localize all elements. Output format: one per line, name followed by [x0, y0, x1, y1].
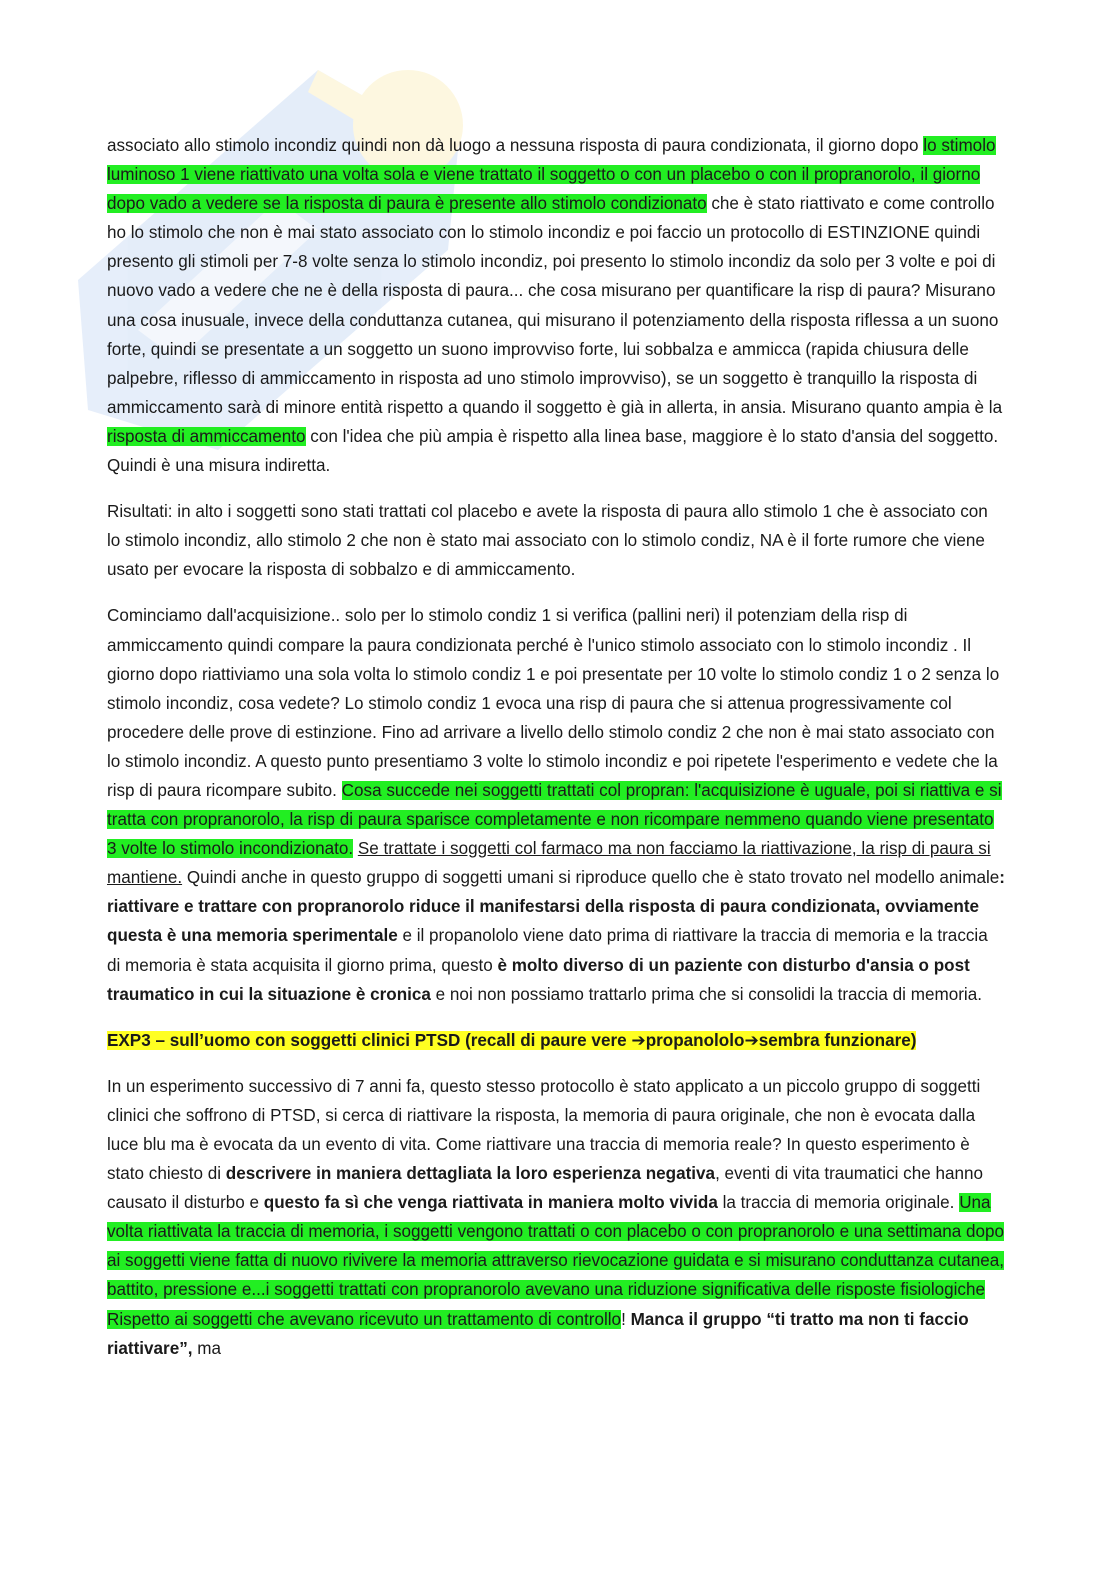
text-run: e il propanololo viene dato prima di riattivare la traccia di memoria e la traccia di memoria è stata acquisita il giorno prima, questo [107, 926, 988, 975]
arrow-icon: ➔ [744, 1030, 759, 1050]
heading-text-3: sembra funzionare) [758, 1030, 917, 1050]
text-run: che è stato riattivato e come controllo ho lo stimolo che non è mai stato associato con lo stimolo incondiz e poi faccio un protocollo di ESTINZIONE quindi presento gli stimoli per 7-8 volte senza lo stimolo incondiz, poi presento lo stimolo incondiz da solo per 3 volte e poi di nuovo vado a vedere che ne è della risposta di paura... che cosa misurano per quantificare la risp di paura? Misurano una cosa inusuale, invece della conduttanza cutanea, qui misurano il potenziamento della risposta riflessa a un suono forte, quindi se presentate a un soggetto un suono improvviso forte, lui sobbalza e ammicca (rapida chiusura delle palpebre, riflesso di ammiccamento in risposta ad uno stimolo improvviso), se un soggetto è tranquillo la risposta di ammiccamento sarà di minore entità rispetto a quando il soggetto è già in allerta, in ansia. Misurano quanto ampia è la [107, 194, 1003, 417]
text-run: Cominciamo dall'acquisizione.. solo per lo stimolo condiz 1 si verifica (pallini neri) il potenziam della risp di ammiccamento quindi compare la paura condizionata perché è l'unico stimolo associato con lo stimolo incondiz . Il giorno dopo riattiviamo una sola volta lo stimolo condiz 1 e poi presentate per 10 volte lo stimolo condiz 1 o 2 senza lo stimolo incondiz, cosa vedete? Lo stimolo condiz 1 evoca una risp di paura che si attenua progressivamente col procedere delle prove di estinzione. Fino ad arrivare a livello dello stimolo condiz 2 che non è mai stato associato con lo stimolo incondiz. A questo punto presentiamo 3 volte lo stimolo incondiz e poi ripetete l'esperimento e vedete che la risp di paura ricompare subito. [107, 606, 1000, 800]
text-run: ! [621, 1309, 631, 1329]
bold-text: questo fa sì che venga riattivata in maniera molto vivida [263, 1193, 718, 1213]
bold-text: è molto diverso di un paziente con disturbo d'ansia o post traumatico in cui la situazione è cronica [107, 955, 970, 1004]
highlighted-text: lo stimolo luminoso 1 viene riattivato una volta sola e viene trattato il soggetto o con un placebo o con il propranorolo, il giorno dopo vado a vedere se la risposta di paura è presente allo stimolo condizionato [107, 136, 996, 214]
text-run: Risultati: in alto i soggetti sono stati trattati col placebo e avete la risposta di paura allo stimolo 1 che è associato con lo stimolo incondiz, allo stimolo 2 che non è stato mai associato con lo stimolo condiz, NA è il forte rumore che viene usato per evocare la risposta di sobbalzo e di ammiccamento. [107, 502, 988, 580]
bold-text: Manca il gruppo “ti tratto ma non ti faccio riattivare”, [107, 1309, 969, 1358]
text-run: In un esperimento successivo di 7 anni fa, questo stesso protocollo è stato applicato a un piccolo gruppo di soggetti clinici che soffrono di PTSD, si cerca di riattivare la risposta, la memoria di paura originale, che non è evocata dalla luce blu ma è evocata da un evento di vita. Come riattivare una traccia di memoria reale? In questo esperimento è stato chiesto di [107, 1076, 981, 1184]
bold-text: descrivere in maniera dettagliata la loro esperienza negativa [225, 1164, 716, 1184]
bold-text: : riattivare e trattare con propranorolo riduce il manifestarsi della risposta di paura condizionata, ovviamente questa è una memoria sperimentale [107, 868, 1005, 946]
text-run: la traccia di memoria originale. [717, 1193, 960, 1213]
text-run: associato allo stimolo incondiz quindi non dà luogo a nessuna risposta di paura condizionata, il giorno dopo [107, 136, 924, 155]
text-run: con l'idea che più ampia è rispetto alla linea base, maggiore è lo stato d'ansia del soggetto. Quindi è una misura indiretta. [107, 426, 999, 476]
paragraph-2 [107, 497, 1005, 584]
text-run: ma [192, 1338, 222, 1358]
paragraph-1 [107, 131, 1005, 480]
highlighted-text: risposta di ammiccamento [107, 426, 306, 446]
paragraph-4 [107, 1072, 1005, 1363]
underlined-text: Se trattate i soggetti col farmaco ma non facciamo la riattivazione, la risp di paura si mantiene. [107, 839, 991, 888]
highlighted-text: Una volta riattivata la traccia di memoria, i soggetti vengono trattati o con placebo o con propranorolo e una settimana dopo ai soggetti viene fatta di nuovo rivivere la memoria attraverso rievocazione guidata e si misurano conduttanza cutanea, battito, pressione e...i soggetti trattati con propranorolo avevano una riduzione significativa delle risposte fisiologiche Rispetto ai soggetti che avevano ricevuto un trattamento di controllo [107, 1193, 1004, 1329]
section-heading [107, 1026, 1005, 1055]
heading-text-1: EXP3 – sull’uomo con soggetti clinici PTSD (recall di paure vere [107, 1030, 632, 1050]
text-run: e noi non possiamo trattarlo prima che si consolidi la traccia di memoria. [430, 984, 982, 1004]
text-run: Quindi anche in questo gruppo di soggetti umani si riproduce quello che è stato trovato nel modello animale [182, 868, 1000, 888]
arrow-icon: ➔ [631, 1030, 646, 1050]
heading-text-2: propanololo [645, 1030, 745, 1050]
paragraph-3 [107, 601, 1005, 1008]
text-run: , eventi di vita traumatici che hanno causato il disturbo e [107, 1164, 984, 1213]
document-body [107, 131, 1005, 1380]
highlighted-text: Cosa succede nei soggetti trattati col propran: l'acquisizione è uguale, poi si riattiva e si tratta con propranorolo, la risp di paura sparisce completamente e non ricompare nemmeno quando viene presentato 3 volte lo stimolo incondizionato. [107, 780, 1002, 859]
